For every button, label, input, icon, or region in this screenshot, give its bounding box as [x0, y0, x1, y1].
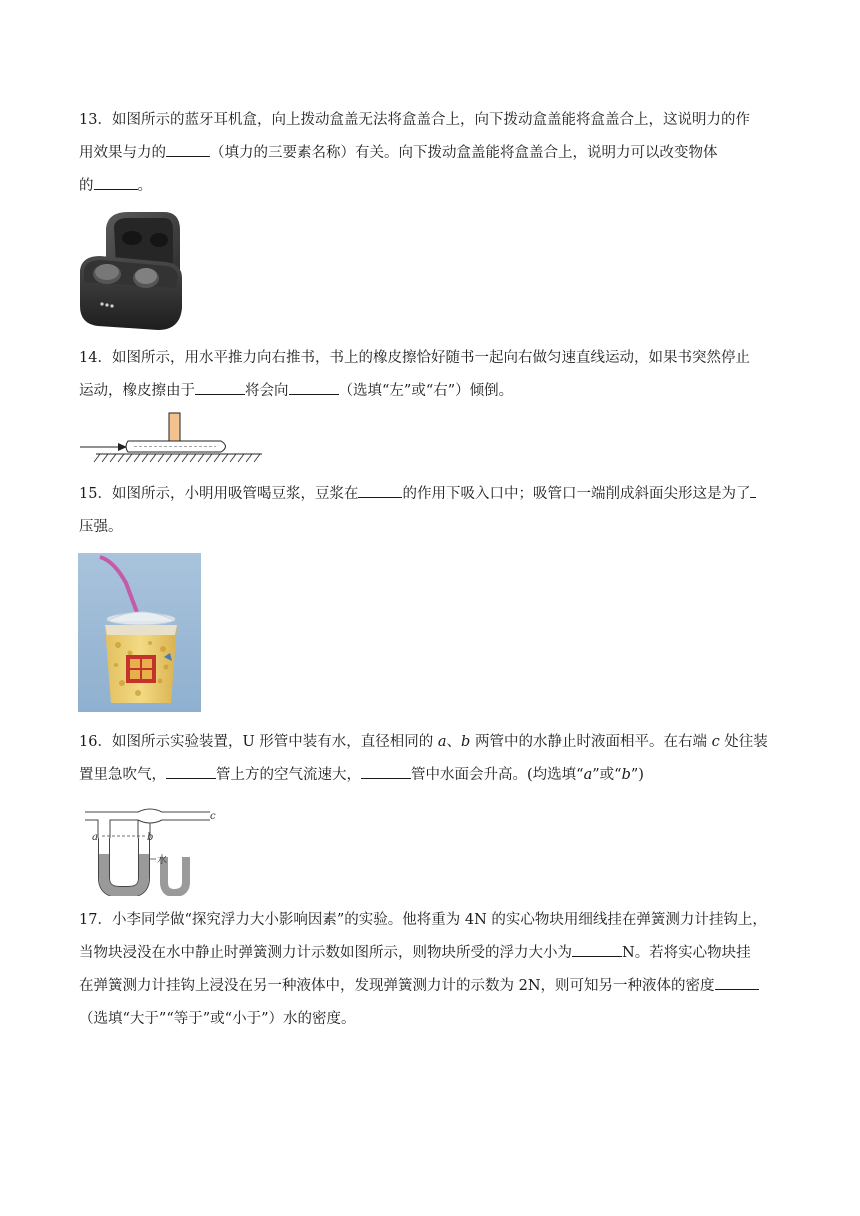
- u-tube-diagram: [80, 804, 220, 896]
- answer-blank[interactable]: [166, 764, 216, 779]
- soymilk-cup-photo: [78, 553, 201, 712]
- label-a: a: [92, 832, 98, 843]
- question-16: 16．如图所示实验装置，U 形管中装有水，直径相同的 a、b 两管中的水静止时液面相平。在右端 c 处往装 置里急吹气， 管上方的空气流速大， 管中水面会升高。(均选填“a”或“b”): [79, 734, 768, 783]
- book-eraser-diagram: [78, 410, 264, 468]
- answer-blank[interactable]: [289, 380, 339, 395]
- answer-blank[interactable]: [195, 380, 245, 395]
- answer-blank[interactable]: [715, 975, 759, 990]
- label-b: b: [147, 832, 154, 843]
- q13-line1: 13．如图所示的蓝牙耳机盒，向上拨动盒盖无法将盒盖合上，向下拨动盒盖能将盒盖合上，这说明力的作: [79, 112, 750, 128]
- question-13: 13．如图所示的蓝牙耳机盒，向上拨动盒盖无法将盒盖合上，向下拨动盒盖能将盒盖合上，这说明力的作 用效果与力的 （填力的三要素名称）有关。向下拨动盒盖能将盒盖合上，说明力可以改变物体 的 。: [79, 112, 750, 194]
- earbud-case-image: [76, 208, 184, 333]
- answer-blank[interactable]: [94, 175, 138, 190]
- answer-blank[interactable]: [572, 942, 622, 957]
- answer-blank[interactable]: [166, 142, 210, 157]
- answer-blank[interactable]: [361, 764, 411, 779]
- question-14: 14．如图所示，用水平推力向右推书，书上的橡皮擦恰好随书一起向右做匀速直线运动，如果书突然停止 运动，橡皮擦由于 将会向 （选填“左”或“右”）倾倒。: [79, 350, 750, 399]
- label-c: c: [210, 811, 216, 822]
- label-water: 水: [157, 855, 167, 866]
- answer-blank[interactable]: [358, 483, 402, 498]
- question-15: 15．如图所示，小明用吸管喝豆浆，豆浆在 的作用下吸入口中；吸管口一端削成斜面尖形这是为了 压强。: [79, 478, 783, 544]
- question-17: 17．小李同学做“探究浮力大小影响因素”的实验。他将重为 4N 的实心物块用细线挂在弹簧测力计挂钩上， 当物块浸没在水中静止时弹簧测力计示数如图所示，则物块所受的浮力大小为 N。若将实心物块挂 在弹簧测力计挂钩上浸没在另一种液体中，发现弹簧测力计的示数为 2N，则可知另一种液体的密度 （选填“大于”“等于”或“小于”）水的密度。: [79, 912, 767, 1027]
- answer-blank[interactable]: [750, 483, 756, 498]
